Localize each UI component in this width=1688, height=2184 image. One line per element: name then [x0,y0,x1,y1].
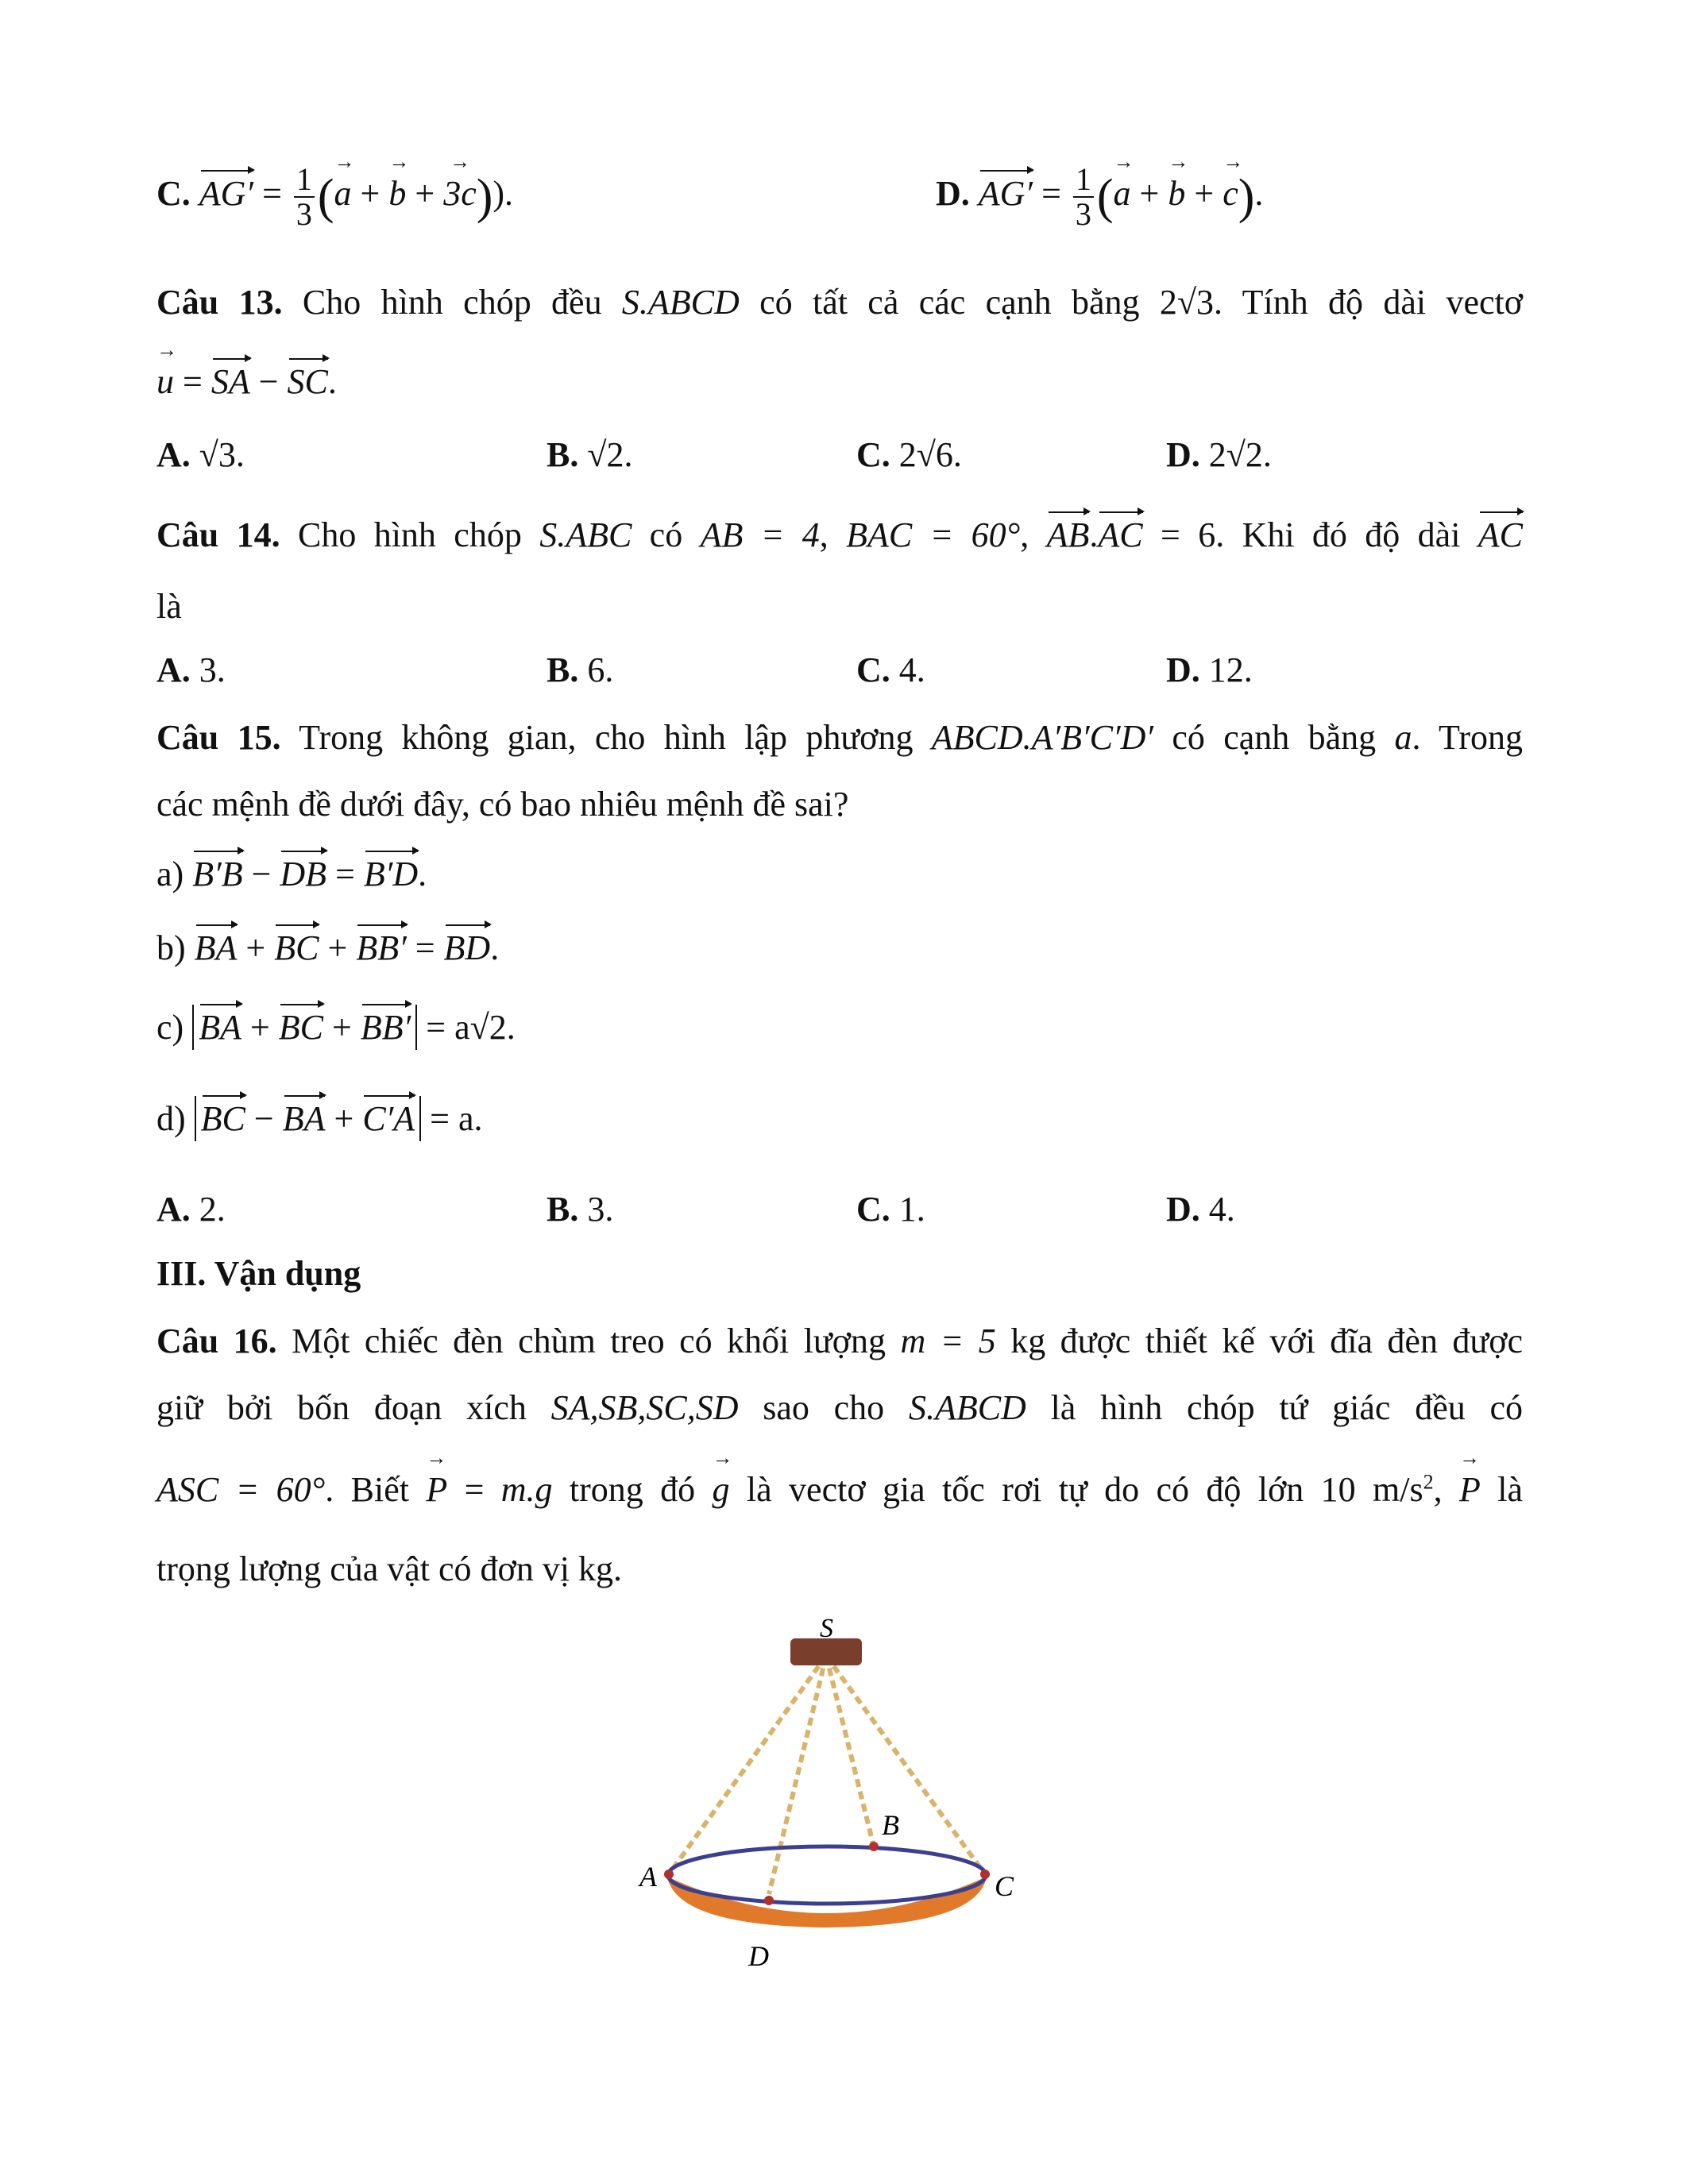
vector: B′D [364,854,418,896]
vector-p: P → [426,1469,447,1511]
q14-stem-end: là [156,587,182,626]
option-label: A. [156,650,191,689]
vector-ac: AC [1098,515,1142,557]
text: . Biết [325,1470,427,1509]
equals-sign: = [262,174,282,214]
option-label: D. [1166,1190,1200,1229]
vector-sc: SC [288,361,328,403]
q13-vector-u: u → = SA − SC. [156,361,337,403]
option-label: B. [547,650,579,689]
chandelier-figure [604,1616,1096,2029]
q15-statement-c: c) BA + BC + BB′ = a√2. [156,1007,516,1049]
q15-stem [156,717,1523,759]
option-value: 1. [898,1190,925,1229]
option-label: A. [156,1190,191,1229]
text: trong đó [552,1470,713,1509]
vector-ag: AG′ [199,173,253,215]
frac-den: 3 [295,196,312,232]
chain-sc [826,1656,985,1874]
math: 10 m/s [1320,1470,1423,1509]
q13-option-a[interactable] [156,434,245,477]
statement-label: a) [156,855,184,893]
text: có [632,515,701,554]
math: a√2. [454,1008,516,1047]
q15-statement-b: b) BA + BC + BB′ = BD. [156,928,499,970]
text: sao cho [738,1388,909,1427]
q16-stem-line1 [156,1321,1523,1363]
q14-option-c[interactable] [856,650,925,692]
q15-option-c[interactable] [856,1189,925,1231]
vector: BC [274,928,319,970]
math: SA,SB,SC,SD [550,1388,739,1427]
vector: BA [283,1098,326,1140]
math: S.ABC [539,515,632,554]
superscript: 2 [1423,1470,1434,1494]
text: . Khi đó độ dài [1215,515,1478,554]
option-value: 6. [587,650,614,689]
option-value: √3. [199,435,245,474]
q15-option-a[interactable] [156,1189,226,1231]
option-value: 2√6. [898,435,962,474]
math: ASC = 60° [156,1470,326,1509]
frac-num: 1 [294,163,315,198]
math: m.g [500,1470,553,1509]
q12-option-d[interactable]: D. AG′ = $\frac{1}{3}$ (a → + b → + c →). [936,163,1263,231]
text: Một chiếc đèn chùm treo có khối lượng [276,1322,901,1360]
label-d: D [748,1940,769,1972]
q13-option-b[interactable] [547,434,633,477]
vector: DB [280,854,326,896]
point-c [980,1870,990,1879]
q12-option-c[interactable]: C. AG′ = $\frac{1}{3}$ (a → + b → + 3c →)). [156,163,513,231]
q16-stem-line4: trọng lượng của vật có đơn vị kg. [156,1549,623,1588]
absolute-value: BC − BA + C′A [195,1096,422,1141]
vector-b: b → [388,173,406,215]
option-value: 3. [587,1190,614,1229]
option-label: B. [547,435,579,474]
vector-3c: 3c → [443,173,477,215]
vector-ac: AC [1478,515,1523,557]
text: kg được thiết kế với đĩa đèn được [995,1322,1524,1360]
q14-option-d[interactable] [1166,650,1253,692]
statement-label: d) [156,1099,186,1138]
label-s: S [820,1616,833,1643]
q15-statement-d: d) BC − BA + C′A = a. [156,1098,483,1140]
question-label: Câu 13. [156,283,283,322]
vector: BD [444,928,491,970]
q14-option-a[interactable] [156,650,226,692]
option-label: B. [547,1190,579,1229]
vector-p: P → [1459,1469,1481,1511]
statement-label: c) [156,1008,184,1047]
disc-rim [668,1846,986,1904]
vector: BC [201,1098,245,1140]
math: S.ABCD [908,1388,1026,1427]
tail: . [418,855,427,893]
absolute-value: BA + BC + BB′ [192,1005,417,1050]
text: Trong không gian, cho hình lập phương [280,718,932,757]
math: S.ABCD [621,283,740,322]
math: AB = 4 [700,515,820,554]
q14-stem: Câu 14. Cho hình chóp S.ABC có AB = 4, BAC = 60°, AB.AC = 6. Khi đó độ dài AC [156,515,1523,557]
option-value: 4. [898,650,925,689]
vector: B′B [192,854,242,896]
frac-den: 3 [1075,196,1091,232]
vector: BC [279,1007,323,1049]
question-label: Câu 14. [156,515,280,554]
option-label: D. [1166,650,1200,689]
math: a. [458,1099,483,1138]
vector-a: a → [1114,173,1131,215]
statement-label: b) [156,928,186,967]
equals-sign: = [1041,174,1061,214]
tail: ). [492,174,514,214]
option-label: C. [856,1190,890,1229]
question-label: Câu 15. [156,718,281,757]
text: Cho hình chóp [280,515,540,554]
text: là vectơ gia tốc rơi tự do có độ lớn [729,1470,1321,1509]
math: BAC = 60° [846,515,1021,554]
q13-stem [156,282,1523,324]
q13-option-c[interactable] [856,434,962,477]
option-value: √2. [587,435,633,474]
point-b [869,1842,879,1851]
vector-u: u → [156,361,174,403]
option-label: C. [856,435,890,474]
vector: BB′ [356,928,406,970]
vector-b: b → [1168,173,1185,215]
text: . Trong [1412,718,1523,757]
option-label: C. [156,174,191,214]
option-value: 12. [1208,650,1253,689]
option-label: D. [1166,435,1200,474]
vector-sa: SA [211,361,250,403]
text: . Tính độ dài vectơ [1214,283,1523,322]
text: là [1480,1470,1523,1509]
q15-stem-end: các mệnh đề dưới đây, có bao nhiêu mệnh đề sai? [156,785,849,824]
question-label: Câu 16. [156,1322,277,1360]
text: giữ bởi bốn đoạn xích [156,1388,551,1427]
math: a [1394,718,1412,757]
vector-ab: AB [1047,515,1090,557]
option-value: 2. [199,1190,226,1229]
q15-option-d[interactable] [1166,1189,1235,1231]
math: 2√3 [1159,283,1215,322]
q15-statement-a: a) B′B − DB = B′D. [156,854,427,896]
label-c: C [995,1870,1014,1902]
q16-stem-line3: ASC = 60°. Biết P → = m.g trong đó g → là vectơ gia tốc rơi tự do có độ lớn 10 $m/s^2$, P → là [156,1469,1523,1511]
option-label: C. [856,650,890,689]
section-heading: III. Vận dụng [156,1254,361,1293]
vector-c: c → [1223,173,1238,215]
tail: . [490,928,500,967]
fraction [1073,163,1094,231]
q13-option-d[interactable] [1166,434,1272,477]
text: có cạnh bằng [1153,718,1395,757]
vector: BB′ [361,1007,411,1049]
math: = 6 [1142,515,1216,554]
math: m = 5 [900,1322,996,1360]
point-d [764,1896,774,1905]
q14-option-b[interactable] [547,650,613,692]
math: ABCD.A′B′C′D′ [931,718,1154,757]
point-a [664,1870,674,1879]
text: Cho hình chóp đều [282,283,622,322]
label-a: A [639,1861,657,1893]
vector-g: g → [713,1469,730,1511]
text: là hình chóp tứ giác đều có [1026,1388,1523,1427]
q16-stem-line2 [156,1387,1523,1430]
option-value: 3. [199,650,226,689]
option-label: A. [156,435,191,474]
chains [669,1656,985,1894]
q15-option-b[interactable] [547,1189,613,1231]
fraction [294,163,315,231]
vector: BA [199,1007,241,1049]
chain-sb [826,1656,874,1846]
frac-num: 1 [1073,163,1094,198]
text: có tất cả các cạnh bằng [739,283,1160,322]
option-label: D. [936,174,970,214]
vector: BA [195,928,238,970]
text: , [1433,1470,1459,1509]
chain-sa [669,1656,826,1874]
vector: C′A [362,1098,415,1140]
vector-ag: AG′ [979,173,1033,215]
option-value: 2√2. [1208,435,1272,474]
vector-a: a → [334,173,352,215]
label-b: B [882,1809,899,1841]
option-value: 4. [1208,1190,1235,1229]
